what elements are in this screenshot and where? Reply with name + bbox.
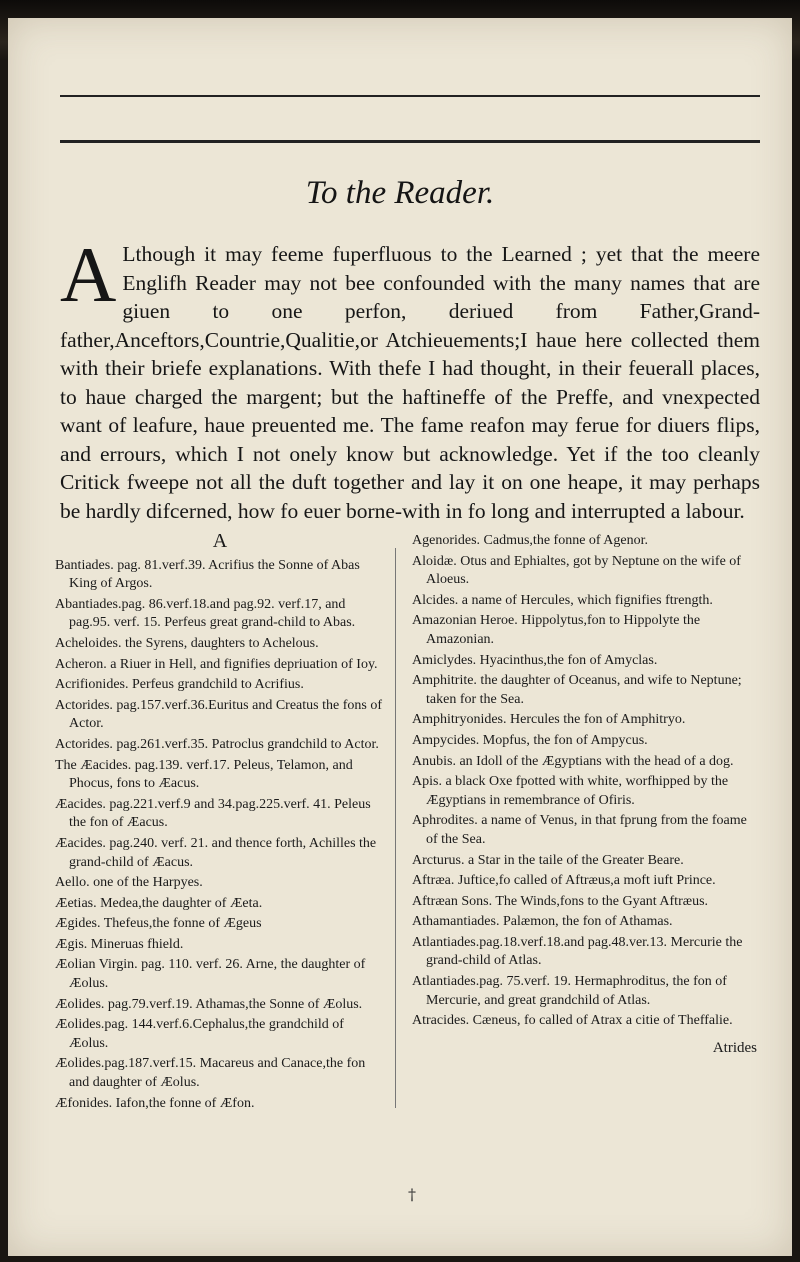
- glossary-entry: Æolian Virgin. pag. 110. verf. 26. Arne, the daughter of Æolus.: [55, 957, 366, 992]
- glossary-entry: Aphrodites. a name of Venus, in that fprung from the foame of the Sea.: [412, 813, 747, 847]
- glossary-left-column: [55, 532, 385, 1115]
- glossary-entry: Alcides. a name of Hercules, which fignifies ftrength.: [412, 592, 713, 608]
- glossary-entry: Aftræa. Juftice,fo called of Aftræus,a moft iuft Prince.: [412, 873, 716, 889]
- glossary-entry: Æacides. pag.240. verf. 21. and thence forth, Achilles the grand-child of Æacus.: [55, 835, 377, 870]
- glossary-right-column: [412, 532, 757, 1057]
- glossary-entry: Æacides. pag.221.verf.9 and 34.pag.225.verf. 41. Peleus the fon of Æacus.: [55, 796, 371, 831]
- section-letter: A: [212, 530, 228, 552]
- glossary-entry: Ampycides. Mopfus, the fon of Ampycus.: [412, 732, 648, 748]
- glossary-entry: Amphitryonides. Hercules the fon of Amphitryo.: [412, 712, 686, 728]
- glossary-entry: Abantiades.pag. 86.verf.18.and pag.92. verf.17, and pag.95. verf. 15. Perfeus great grand-child to Abas.: [55, 596, 356, 631]
- glossary-entry: Æetias. Medea,the daughter of Æeta.: [55, 895, 263, 911]
- glossary-entry: Bantiades. pag. 81.verf.39. Acrifius the Sonne of Abas King of Argos.: [55, 557, 360, 592]
- glossary-entry: Æolides.pag.187.verf.15. Macareus and Canace,the fon and daughter of Æolus.: [55, 1056, 366, 1091]
- glossary-entry: Atlantiades.pag. 75.verf. 19. Hermaphroditus, the fon of Mercurie, and great grandchild of Atlas.: [412, 974, 727, 1008]
- glossary-entry: Actorides. pag.261.verf.35. Patroclus grandchild to Actor.: [55, 736, 379, 752]
- glossary-entry: Aftræan Sons. The Winds,fons to the Gyant Aftræus.: [412, 893, 709, 909]
- glossary-entry: Ægides. Thefeus,the fonne of Ægeus: [55, 916, 262, 932]
- glossary-entry: Æolides. pag.79.verf.19. Athamas,the Sonne of Æolus.: [55, 996, 363, 1012]
- glossary-entry: Atracides. Cæneus, fo called of Atrax a citie of Theffalie.: [412, 1013, 733, 1029]
- intro-text: Lthough it may feeme fuperfluous to the Learned ; yet that the meere Englifh Reader may not bee confounded with the many names that are giuen to one perfon, deriued from Father,Grand-father,Anceftors,Countrie,Qualitie,or Atchieuements;I haue here collected them with their briefe explanations. With thefe I had thought, in their feuerall places, to haue charged the margent; but the haftineffe of the Preffe, and vnexpected want of leafure, haue preuented me. The fame reafon may ferue for diuers flips, and errours, which I not onely know but acknowledge. Yet if the too cleanly Critick fweepe not all the duft together and lay it on one heape, it may perhaps be hardly difcerned, how fo euer borne-with in fo long and interrupted a labour.: [60, 242, 760, 523]
- glossary-entry: Æfonides. Iafon,the fonne of Æfon.: [55, 1095, 255, 1111]
- glossary-entry: Anubis. an Idoll of the Ægyptians with the head of a dog.: [412, 753, 734, 769]
- glossary-entry: Ægis. Mineruas fhield.: [55, 936, 184, 952]
- glossary-entry: Agenorides. Cadmus,the fonne of Agenor.: [412, 533, 649, 548]
- glossary-entry: Acheron. a Riuer in Hell, and fignifies depriuation of Ioy.: [55, 656, 378, 672]
- glossary-entry: Aloidæ. Otus and Ephialtes, got by Neptune on the wife of Aloeus.: [412, 553, 741, 588]
- glossary-entry: Amazonian Heroe. Hippolytus,fon to Hippolyte the Amazonian.: [412, 613, 701, 647]
- column-divider: [395, 548, 396, 1108]
- glossary-entry: Athamantiades. Palæmon, the fon of Athamas.: [412, 914, 673, 930]
- glossary-entry: Acheloides. the Syrens, daughters to Achelous.: [55, 635, 319, 651]
- intro-dropcap: A: [60, 231, 117, 318]
- glossary-entry: Æolides.pag. 144.verf.6.Cephalus,the grandchild of Æolus.: [55, 1017, 344, 1051]
- glossary-entry: Arcturus. a Star in the taile of the Greater Beare.: [412, 852, 684, 868]
- glossary-entry: Acrifionides. Perfeus grandchild to Acrifius.: [55, 677, 304, 693]
- glossary-entry: Aello. one of the Harpyes.: [55, 875, 203, 891]
- glossary-entry: Amiclydes. Hyacinthus,the fon of Amyclas.: [412, 652, 658, 668]
- signature-mark: †: [408, 1185, 416, 1204]
- glossary-entry: Atlantiades.pag.18.verf.18.and pag.48.ver.13. Mercurie the grand-child of Atlas.: [412, 934, 743, 969]
- intro-paragraph: [60, 231, 760, 525]
- glossary-entry: Actorides. pag.157.verf.36.Euritus and Creatus the fons of Actor.: [55, 697, 382, 732]
- page-title: To the Reader.: [305, 175, 495, 211]
- header-rule-thick: [60, 140, 760, 143]
- header-rule-thin: [60, 95, 760, 97]
- glossary-entry: The Æacides. pag.139. verf.17. Peleus, Telamon, and Phocus, fons to Æacus.: [55, 757, 353, 792]
- catchword: Atrides: [712, 1039, 757, 1056]
- glossary-entry: Apis. a black Oxe fpotted with white, worfhipped by the Ægyptians in remembrance of Ofiris.: [412, 774, 729, 808]
- glossary-entry: Amphitrite. the daughter of Oceanus, and wife to Neptune; taken for the Sea.: [412, 673, 742, 707]
